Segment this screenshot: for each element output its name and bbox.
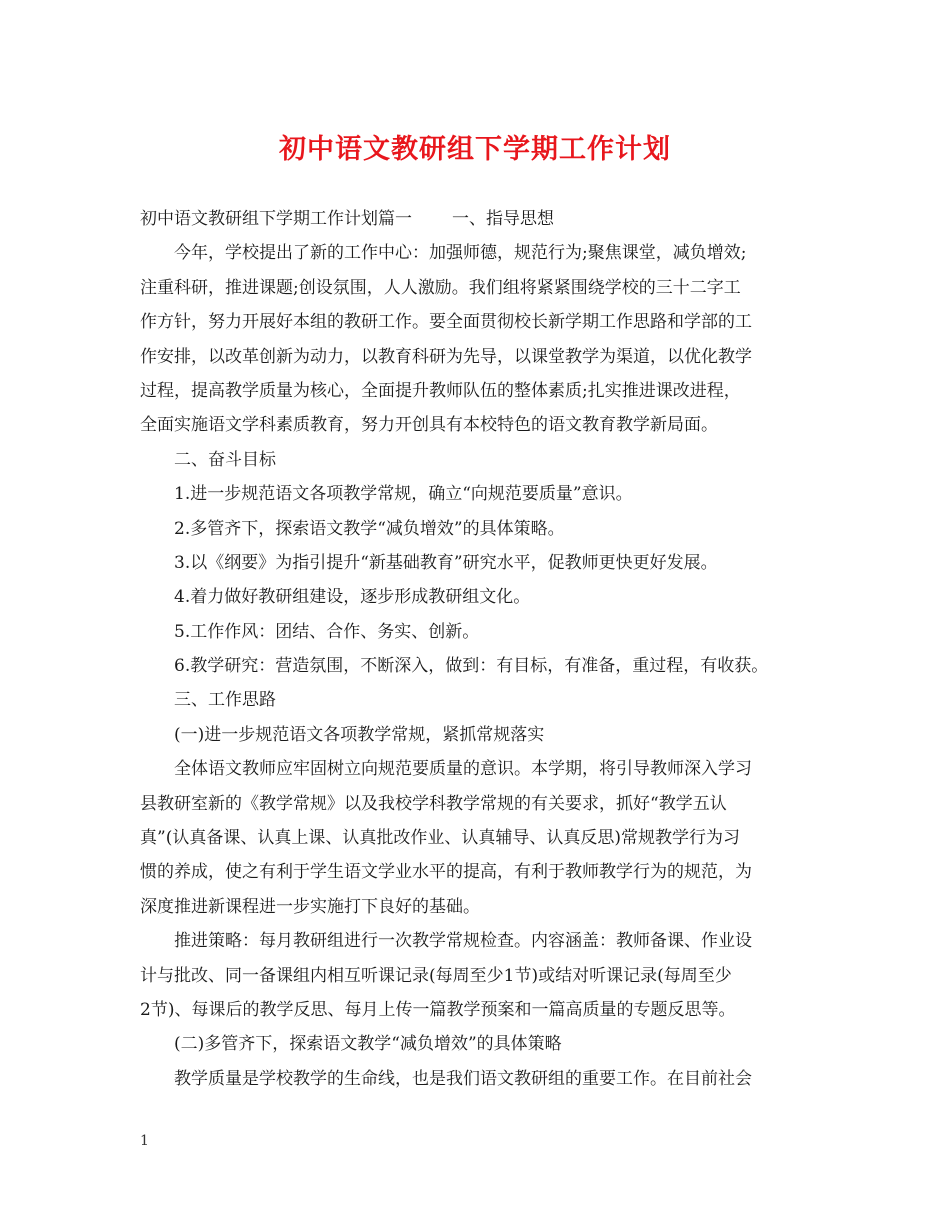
paragraph-line: 2节)、每课后的教学反思、每月上传一篇教学预案和一篇高质量的专题反思等。 <box>140 999 736 1020</box>
subsection-heading: (一)进一步规范语文各项教学常规，紧抓常规落实 <box>174 724 545 745</box>
subsection-heading: (二)多管齐下，探索语文教学“减负增效”的具体策略 <box>174 1034 562 1055</box>
list-item: 6.教学研究：营造氛围，不断深入，做到：有目标，有准备，重过程，有收获。 <box>174 656 769 677</box>
paragraph-line: 今年，学校提出了新的工作中心：加强师德，规范行为;聚焦课堂，减负增效; <box>174 243 747 264</box>
paragraph-line: 推进策略：每月教研组进行一次教学常规检查。内容涵盖：教师备课、作业设 <box>174 931 752 952</box>
paragraph-line: 教学质量是学校教学的生命线，也是我们语文教研组的重要工作。在目前社会 <box>174 1068 752 1089</box>
paragraph-line: 惯的养成，使之有利于学生语文学业水平的提高，有利于教师教学行为的规范，为 <box>140 862 752 883</box>
page-number: 1 <box>140 1133 149 1149</box>
list-item: 3.以《纲要》为指引提升“新基础教育”研究水平，促教师更快更好发展。 <box>174 552 718 573</box>
section-heading: 一、指导思想 <box>452 209 554 229</box>
list-item: 5.工作作风：团结、合作、务实、创新。 <box>174 621 480 642</box>
paragraph-line: 深度推进新课程进一步实施打下良好的基础。 <box>140 896 480 917</box>
paragraph-line: 真”(认真备课、认真上课、认真批改作业、认真辅导、认真反思)常规教学行为习 <box>140 828 740 849</box>
paragraph-line: 作安排，以改革创新为动力，以教育科研为先导，以课堂教学为渠道，以优化教学 <box>140 346 752 367</box>
paragraph-line: 过程，提高教学质量为核心，全面提升教师队伍的整体素质;扎实推进课改进程， <box>140 380 741 401</box>
paragraph-line: 县教研室新的《教学常规》以及我校学科教学常规的有关要求，抓好“教学五认 <box>140 793 727 814</box>
paragraph-line: 全体语文教师应牢固树立向规范要质量的意识。本学期，将引导教师深入学习 <box>174 759 752 780</box>
paragraph-line: 计与批改、同一备课组内相互听课记录(每周至少1节)或结对听课记录(每周至少 <box>140 965 732 986</box>
list-item: 2.多管齐下，探索语文教学“减负增效”的具体策略。 <box>174 518 565 539</box>
list-item: 1.进一步规范语文各项教学常规，确立“向规范要质量”意识。 <box>174 484 633 505</box>
list-item: 4.着力做好教研组建设，逐步形成教研组文化。 <box>174 587 531 608</box>
document-title: 初中语文教研组下学期工作计划 <box>279 134 671 165</box>
paragraph-line <box>140 202 824 236</box>
paragraph-line: 作方针，努力开展好本组的教研工作。要全面贯彻校长新学期工作思路和学部的工 <box>140 312 752 333</box>
document-body <box>140 202 824 1096</box>
paragraph-line: 全面实施语文学科素质教育，努力开创具有本校特色的语文教育教学新局面。 <box>140 415 718 436</box>
section-heading: 初中语文教研组下学期工作计划篇一 <box>140 209 412 229</box>
section-heading: 二、奋斗目标 <box>174 449 276 470</box>
section-heading: 三、工作思路 <box>174 690 276 711</box>
paragraph-line: 注重科研，推进课题;创设氛围，人人激励。我们组将紧紧围绕学校的三十二字工 <box>140 277 741 298</box>
